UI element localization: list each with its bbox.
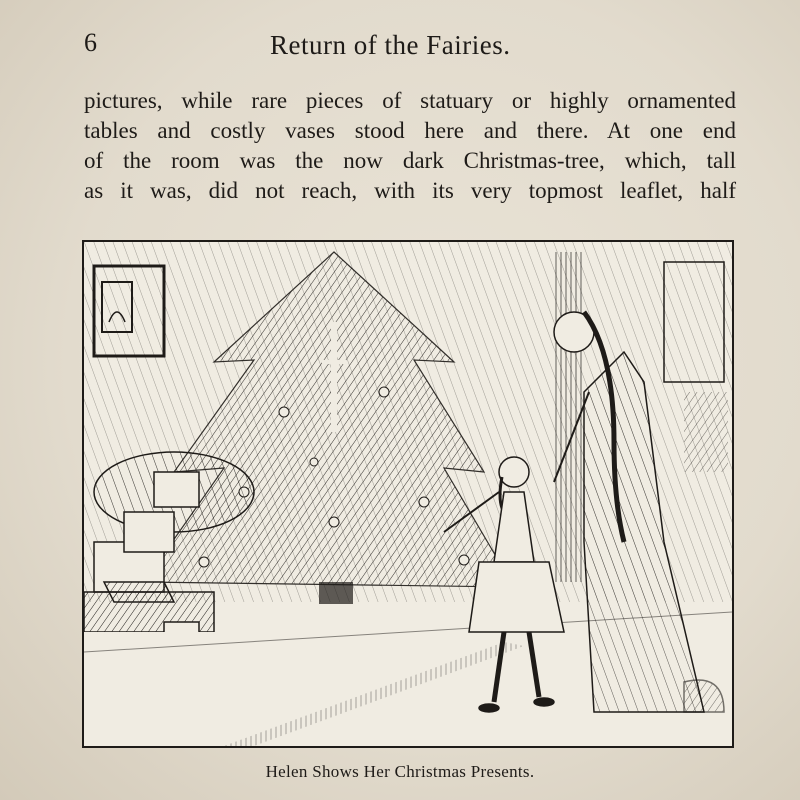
text-line: tables and costly vases stood here and there. At one end (84, 118, 736, 143)
running-title: Return of the Fairies. (270, 30, 511, 60)
body-paragraph (84, 86, 736, 206)
christmas-illustration (82, 240, 734, 748)
figure-caption: Helen Shows Her Christmas Presents. (265, 762, 535, 781)
text-line: as it was, did not reach, with its very topmost leaflet, half (84, 178, 736, 203)
illustration-drawing (84, 242, 732, 746)
text-line: of the room was the now dark Christmas-tree, which, tall (84, 148, 736, 173)
page-number: 6 (84, 28, 98, 57)
text-line: pictures, while rare pieces of statuary or highly ornamented (84, 88, 736, 113)
